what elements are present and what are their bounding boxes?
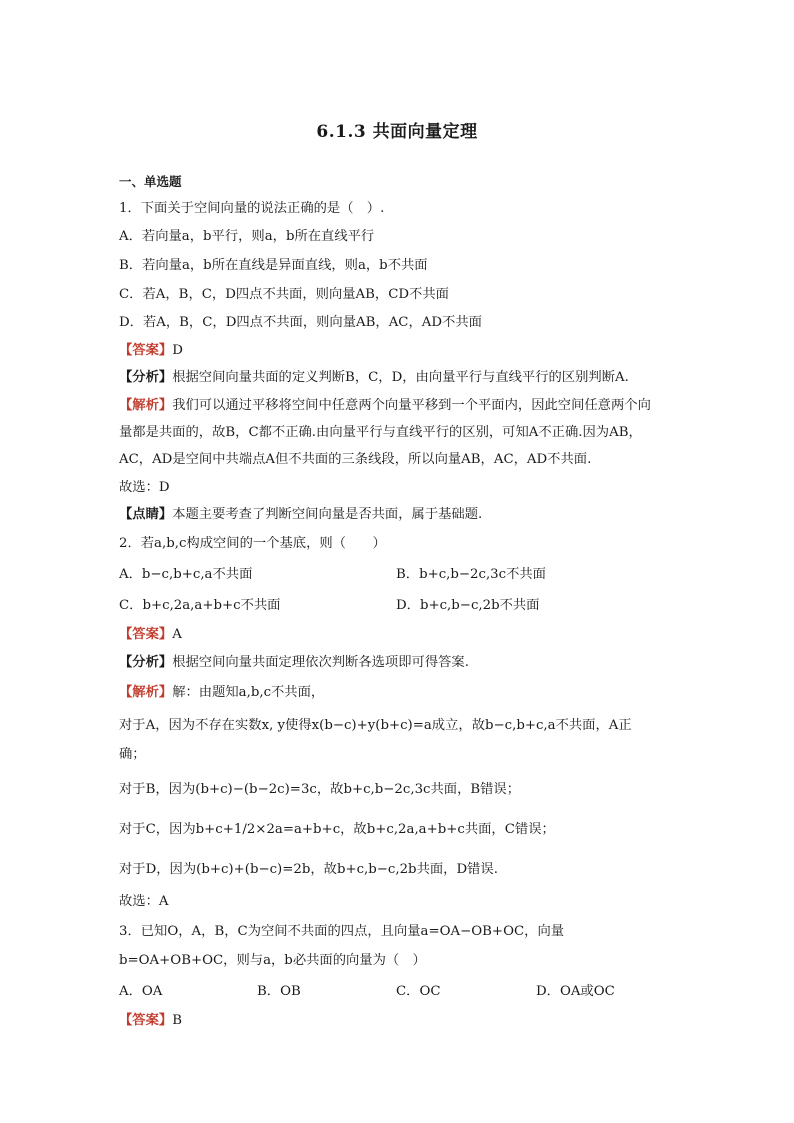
q1-answer <box>119 342 183 360</box>
q2-option-d: D．b+c,b−c,2b不共面 <box>396 598 540 613</box>
q2-analysis <box>119 654 469 672</box>
solution-text: 我们可以通过平移将空间中任意两个向量平移到一个平面内，因此空间任意两个向 <box>172 398 651 413</box>
q2-solution-d: 对于D，因为(b+c)+(b−c)=2b，故b+c,b−c,2b共面，D错误. <box>119 862 498 877</box>
q1-solution-line3: AC，AD是空间中共端点A但不共面的三条线段，所以向量AB，AC，AD不共面. <box>119 452 592 467</box>
q2-conclusion: 故选：A <box>119 894 169 909</box>
analysis-text: 根据空间向量共面定理依次判断各选项即可得答案. <box>172 655 469 670</box>
analysis-text: 根据空间向量共面的定义判断B，C，D，由向量平行与直线平行的区别判断A. <box>172 370 629 385</box>
q1-option-b: B．若向量a，b所在直线是异面直线，则a，b不共面 <box>119 258 428 273</box>
comment-tag: 【点睛】 <box>119 507 173 522</box>
answer-value: A <box>172 627 182 642</box>
q1-solution-line1 <box>119 397 651 415</box>
q1-option-a: A．若向量a，b平行，则a，b所在直线平行 <box>119 229 375 244</box>
q3-option-d: D．OA或OC <box>536 984 615 999</box>
solution-tag: 【解析】 <box>119 685 173 700</box>
q3-option-a: A．OA <box>119 984 163 999</box>
section-heading: 一、单选题 <box>119 174 182 189</box>
answer-value: D <box>172 343 183 358</box>
q3-option-b: B．OB <box>257 984 301 999</box>
solution-text: 解：由题知a,b,c不共面， <box>172 685 325 700</box>
answer-tag: 【答案】 <box>119 627 173 642</box>
q1-solution-line2: 量都是共面的，故B，C都不正确.由向量平行与直线平行的区别，可知A不正确.因为AB， <box>119 425 642 440</box>
analysis-tag: 【分析】 <box>119 655 173 670</box>
answer-value: B <box>172 1013 182 1028</box>
q1-option-d: D．若A，B，C，D四点不共面，则向量AB，AC，AD不共面 <box>119 315 482 330</box>
q2-answer <box>119 626 182 644</box>
q3-answer <box>119 1012 182 1030</box>
q1-analysis <box>119 369 629 387</box>
q3-stem-line1: 3．已知O，A，B，C为空间不共面的四点，且向量a=OA−OB+OC，向量 <box>119 924 565 939</box>
answer-tag: 【答案】 <box>119 1013 173 1028</box>
q1-option-c: C．若A，B，C，D四点不共面，则向量AB，CD不共面 <box>119 287 449 302</box>
q2-option-c: C．b+c,2a,a+b+c不共面 <box>119 598 281 613</box>
q2-solution-a: 对于A，因为不存在实数x, y使得x(b−c)+y(b+c)=a成立，故b−c,b+c,a不共面，A正 <box>119 718 632 733</box>
analysis-tag: 【分析】 <box>119 370 173 385</box>
comment-text: 本题主要考查了判断空间向量是否共面，属于基础题. <box>172 507 483 522</box>
solution-tag: 【解析】 <box>119 398 173 413</box>
q1-comment <box>119 506 482 524</box>
page-title: 6.1.3 共面向量定理 <box>316 122 478 142</box>
answer-tag: 【答案】 <box>119 343 173 358</box>
q2-option-b: B．b+c,b−2c,3c不共面 <box>396 567 546 582</box>
q3-stem-line2: b=OA+OB+OC，则与a，b必共面的向量为（ ） <box>119 953 426 968</box>
q2-solution-c: 对于C，因为b+c+1/2×2a=a+b+c，故b+c,2a,a+b+c共面，C错误； <box>119 822 555 837</box>
q3-option-c: C．OC <box>396 984 441 999</box>
q1-conclusion: 故选：D <box>119 480 170 495</box>
q2-solution-intro <box>119 684 324 702</box>
q2-option-a: A．b−c,b+c,a不共面 <box>119 567 253 582</box>
q2-solution-a-cont: 确； <box>119 747 146 762</box>
q1-stem: 1．下面关于空间向量的说法正确的是（ ）. <box>119 201 385 216</box>
q2-solution-b: 对于B，因为(b+c)−(b−2c)=3c，故b+c,b−2c,3c共面，B错误； <box>119 782 521 797</box>
q2-stem: 2．若a,b,c构成空间的一个基底，则（ ） <box>119 536 386 551</box>
